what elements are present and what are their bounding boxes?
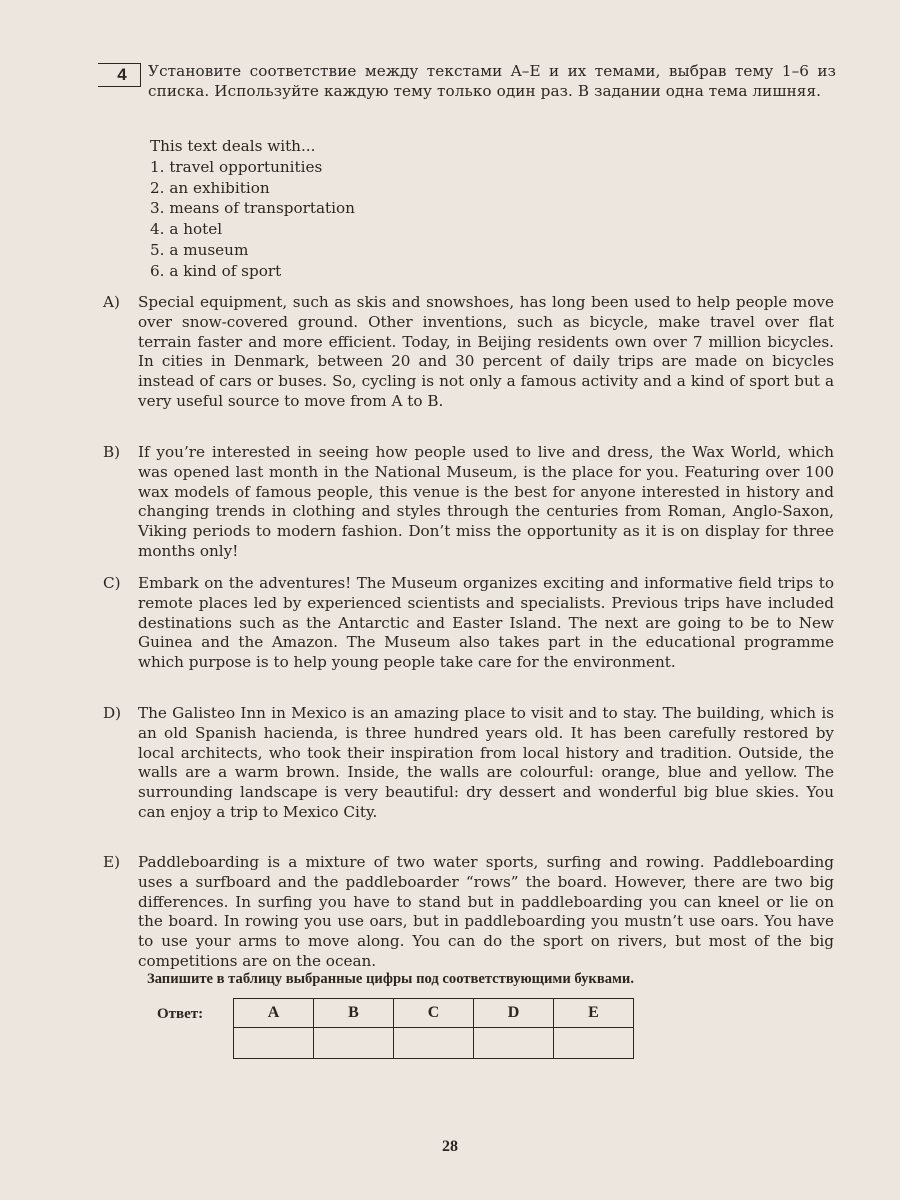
answer-column-header: B <box>314 999 394 1028</box>
text-letter: C) <box>103 574 121 592</box>
task-header <box>104 61 836 101</box>
text-letter: D) <box>103 704 122 722</box>
text-letter: A) <box>103 293 120 311</box>
answer-column-header: A <box>234 999 314 1028</box>
text-b <box>103 443 834 562</box>
answer-column-header: C <box>394 999 474 1028</box>
themes-intro: This text deals with... <box>150 137 316 155</box>
answer-header-row <box>234 999 634 1028</box>
text-letter: B) <box>103 443 121 461</box>
theme-item: 3. means of transportation <box>150 199 355 218</box>
text-a <box>103 293 834 412</box>
answer-input-row <box>234 1028 634 1059</box>
theme-item: 1. travel opportunities <box>150 157 323 176</box>
answer-column-header: E <box>554 999 634 1028</box>
text-body: If you’re interested in seeing how people used to live and dress, the Wax World, which was opened last month in the National Museum, is the place for you. Featuring over 100 wax models of famous people, this venue is the best for anyone interested in history and changing trends in clothing and styles through the centuries from Roman, Anglo-Saxon, Viking periods to modern fashion. Don’t miss the opportunity as it is on display for three months only! <box>138 443 834 560</box>
page-number: 28 <box>442 1138 458 1155</box>
task-number: 4 <box>104 63 141 87</box>
answer-cell-a[interactable] <box>234 1028 314 1059</box>
theme-item: 4. a hotel <box>150 220 223 239</box>
text-body: Embark on the adventures! The Museum organizes exciting and informative field trips to remote places led by experienced scientists and specialists. Previous trips have included destinations such as the Antarctic and Easter Island. The next are going to be to New Guinea and the Amazon. The Museum also takes part in the educational programme which purpose is to help young people take care for the environment. <box>138 574 834 672</box>
theme-item: 2. an exhibition <box>150 178 270 197</box>
text-d <box>103 704 834 823</box>
theme-item: 6. a kind of sport <box>150 261 282 280</box>
text-e <box>103 853 834 972</box>
answer-cell-b[interactable] <box>314 1028 394 1059</box>
text-body: The Galisteo Inn in Mexico is an amazing place to visit and to stay. The building, which is an old Spanish hacienda, is three hundred years old. It has been carefully restored by local architects, who took their inspiration from local history and tradition. Outside, the walls are a warm brown. Inside, the walls are colourful: orange, blue and yellow. The surrounding landscape is very beautiful: dry dessert and wonderful big blue skies. You can enjoy a trip to Mexico City. <box>138 704 834 821</box>
answer-cell-d[interactable] <box>474 1028 554 1059</box>
themes-list <box>150 136 355 282</box>
task-instruction: Установите соответствие между текстами A–E и их темами, выбрав тему 1–6 из списка. Используйте каждую тему только один раз. В задании одна тема лишняя. <box>148 62 836 100</box>
theme-item: 5. a museum <box>150 240 249 259</box>
text-body: Paddleboarding is a mixture of two water sports, surfing and rowing. Paddleboarding uses a surfboard and the paddleboarder “rows” the board. However, there are two big differences. In surfing you have to stand but in paddleboarding you can kneel or lie on the board. In rowing you use oars, but in paddleboarding you mustn’t use oars. You have to use your arms to move along. You can do the sport on rivers, but most of the big competitions are on the ocean. <box>138 853 834 970</box>
text-letter: E) <box>103 853 121 871</box>
answer-table <box>233 998 634 1059</box>
text-c <box>103 574 834 673</box>
answer-cell-c[interactable] <box>394 1028 474 1059</box>
answer-label: Ответ: <box>157 1006 204 1022</box>
text-body: Special equipment, such as skis and snowshoes, has long been used to help people move over snow-covered ground. Other inventions, such as bicycle, make travel over flat terrain faster and more efficient. Today, in Beijing residents own over 7 million bicycles. In cities in Denmark, between 20 and 30 percent of daily trips are made on bicycles instead of cars or buses. So, cycling is not only a famous activity and a kind of sport but a very useful source to move from A to B. <box>138 293 834 410</box>
answer-cell-e[interactable] <box>554 1028 634 1059</box>
answer-instruction: Запишите в таблицу выбранные цифры под соответствующими буквами. <box>147 971 634 987</box>
answer-column-header: D <box>474 999 554 1028</box>
